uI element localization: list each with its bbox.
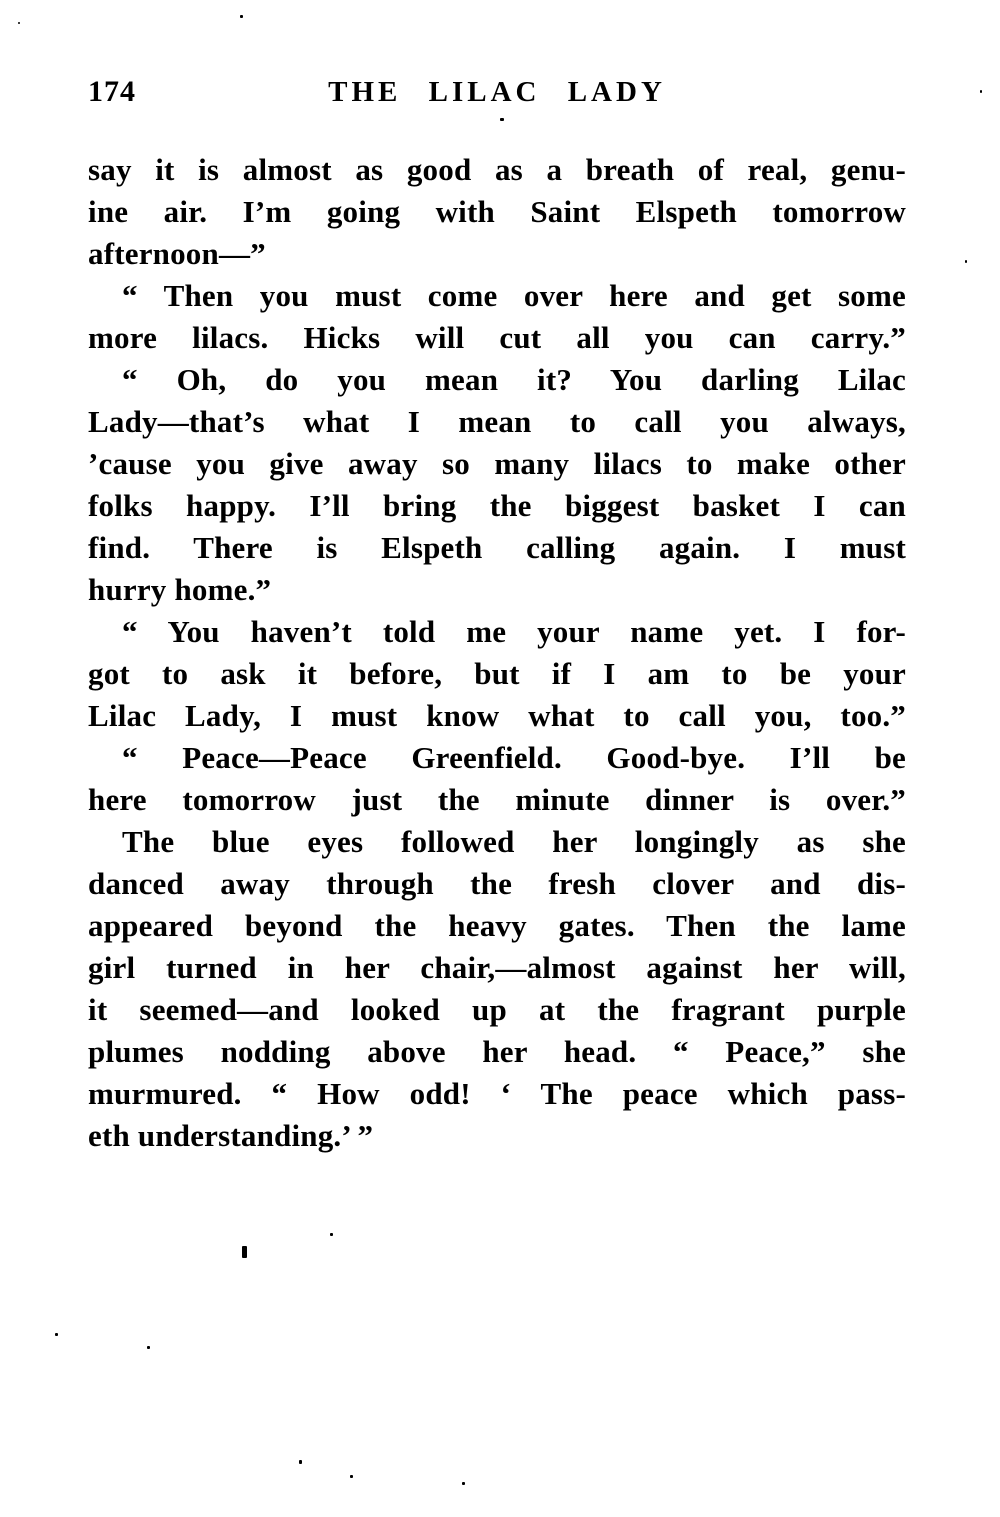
ink-speck	[240, 15, 243, 18]
text-line: Lady—that’s what I mean to call you always,	[88, 404, 906, 439]
text-line: ’cause you give away so many lilacs to make other	[88, 446, 906, 481]
text-line: appeared beyond the heavy gates. Then the lame	[88, 908, 906, 943]
text-line: afternoon—”	[88, 236, 266, 271]
ink-speck	[350, 1475, 353, 1478]
text-line: plumes nodding above her head. “ Peace,” she	[88, 1034, 906, 1069]
text-line: murmured. “ How odd! ‘ The peace which pass-	[88, 1076, 906, 1111]
ink-speck	[147, 1346, 150, 1349]
text-line: more lilacs. Hicks will cut all you can carry.”	[88, 320, 906, 355]
ink-speck	[242, 1246, 247, 1258]
text-line: “ You haven’t told me your name yet. I for-	[122, 614, 906, 649]
text-line: it seemed—and looked up at the fragrant purple	[88, 992, 906, 1027]
text-line: “ Oh, do you mean it? You darling Lilac	[122, 362, 906, 397]
text-line: The blue eyes followed her longingly as she	[122, 824, 906, 859]
ink-speck	[500, 118, 504, 121]
text-line: danced away through the fresh clover and dis-	[88, 866, 906, 901]
ink-speck	[55, 1333, 58, 1336]
ink-speck	[980, 90, 982, 93]
text-line: folks happy. I’ll bring the biggest basket I can	[88, 488, 906, 523]
ink-speck	[330, 1233, 333, 1236]
running-header	[88, 74, 906, 110]
ink-speck	[18, 22, 20, 24]
ink-speck	[965, 260, 967, 263]
text-line: say it is almost as good as a breath of real, genu-	[88, 152, 906, 187]
page-number: 174	[88, 75, 136, 108]
text-line: ine air. I’m going with Saint Elspeth tomorrow	[88, 194, 906, 229]
text-line: hurry home.”	[88, 572, 272, 607]
text-line: here tomorrow just the minute dinner is over.”	[88, 782, 906, 817]
text-line: “ Then you must come over here and get some	[122, 278, 906, 313]
page-title: THE LILAC LADY	[328, 76, 666, 108]
text-line: find. There is Elspeth calling again. I must	[88, 530, 906, 565]
text-line: Lilac Lady, I must know what to call you, too.”	[88, 698, 906, 733]
text-line: eth understanding.’ ”	[88, 1118, 374, 1153]
text-line: got to ask it before, but if I am to be your	[88, 656, 906, 691]
body-text	[88, 149, 906, 1157]
ink-speck	[299, 1460, 302, 1464]
ink-speck	[462, 1482, 465, 1485]
text-line: “ Peace—Peace Greenfield. Good-bye. I’ll be	[122, 740, 906, 775]
text-line: girl turned in her chair,—almost against her will,	[88, 950, 906, 985]
